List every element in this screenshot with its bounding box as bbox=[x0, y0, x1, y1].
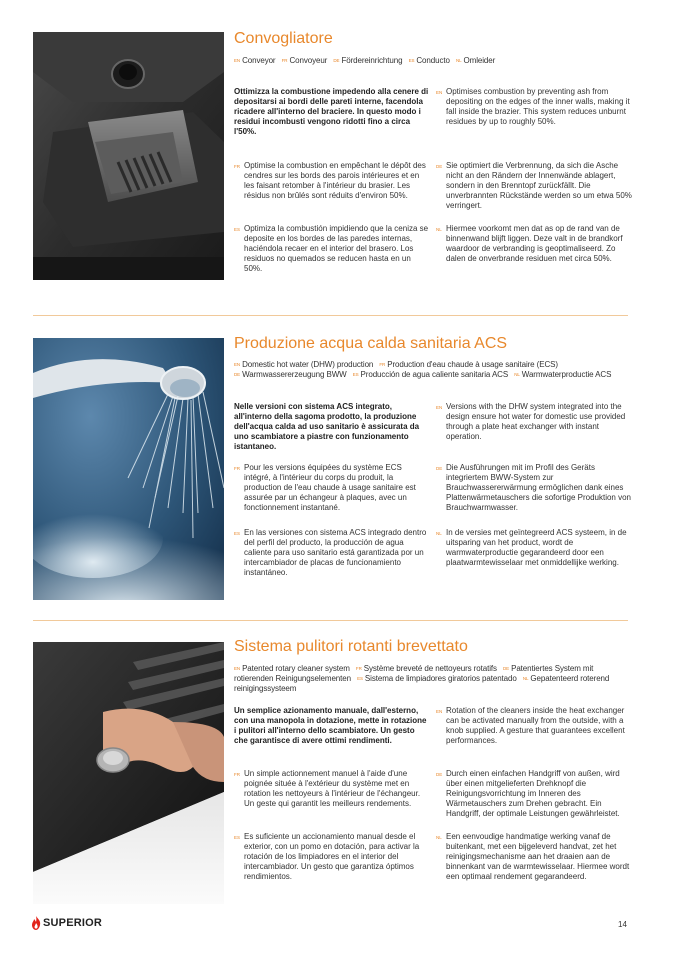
paragraph-nl: NL Een eenvoudige handmatige werking vanaf de buitenkant, met een bijgeleverd handvat, zet het reinigingsmechanisme aan het draaien aan de binnenkant van de warmtewisselaar. Hiermee wordt een optimaal rendement gegarandeerd. bbox=[436, 832, 630, 881]
paragraph-es: ES Es suficiente un accionamiento manual desde el exterior, con un pomo en dotación, para activar la rotación de los limpiadores en el interior del intercambiador. Un gesto que garantiza óptimos rendimientos. bbox=[234, 832, 420, 881]
shower-photo bbox=[33, 338, 224, 600]
conveyor-photo bbox=[33, 32, 224, 280]
paragraph-it: Un semplice azionamento manuale, dall'esterno, con una manopola in dotazione, mette in rotazione i pulitori all'interno dello scambiatore. Un gesto che garantisce di avere ottimi rendimenti. bbox=[234, 706, 427, 745]
paragraph-de: DE Durch einen einfachen Handgriff von außen, wird über einen mitgelieferten Drehknopf die Reinigungsvorrichtung im Inneren des Wärmetauschers zum Drehen gebracht. Ein Handgriff, der optimale Leistungen gewährleistet. bbox=[436, 769, 620, 818]
paragraph-de: DE Sie optimiert die Verbrennung, da sich die Asche nicht an den Rändern der Innenwände ablagert, sondern in den Brenntopf zurückfällt. Die unverbrannten Rückstände werden so um etwa 50% verringert. bbox=[436, 161, 632, 210]
section-divider bbox=[33, 620, 628, 621]
paragraph-fr: FR Un simple actionnement manuel à l'aide d'une poignée située à l'extérieur du système met en rotation les nettoyeurs à l'intérieur de l'échangeur. Un geste qui garantit les meilleurs rendements. bbox=[234, 769, 421, 808]
paragraph-es: ES En las versiones con sistema ACS integrado dentro del perfil del producto, la producción de agua caliente para uso sanitario está garantizada por un intercambiador de placas de funcionamiento instantáneo. bbox=[234, 528, 427, 577]
section-divider bbox=[33, 315, 628, 316]
brand-name: SUPERIOR bbox=[43, 917, 103, 929]
paragraph-es: ES Optimiza la combustión impidiendo que la ceniza se deposite en los bordes de las paredes internas, haciéndola recaer en el interior del brasero. Los residuos no quemados se reducen hasta en un 50%. bbox=[234, 224, 429, 273]
section-title-conveyor: Convogliatore bbox=[234, 30, 333, 47]
language-labels: $^{EN}$ Conveyor $^{FR}$ Convoyeur $^{DE}$ Fördereinrichtung $^{ES}$ Conducto $^{NL}$ Omleider bbox=[234, 56, 496, 65]
rotary-cleaner-photo bbox=[33, 642, 224, 904]
language-labels: $^{EN}$ Domestic hot water (DHW) production $^{FR}$ Production d'eau chaude à usage sanitaire (ECS) $^{DE}$ Warmwassererzeugung BWW $^{ES}$ Producción de agua caliente sanitaria ACS $^{NL}$ Warmwaterproductie ACS bbox=[234, 360, 612, 379]
language-labels: $^{EN}$ Patented rotary cleaner system $^{FR}$ Système breveté de nettoyeurs rotatifs $^{DE}$ Patentiertes System mit rotierenden Reinigungselementen $^{ES}$ Sistema de limpiadores giratorios patentado $^{NL}$ Gepatenteerd roterend reinigingssysteem bbox=[234, 664, 610, 693]
paragraph-fr: FR Optimise la combustion en empêchant le dépôt des cendres sur les bords des parois intérieures et en les faisant retomber à l'intérieur du brasier. Les résidus non brûlés sont réduits d'environ 50%. bbox=[234, 161, 426, 200]
section-title-rotary-cleaner: Sistema pulitori rotanti brevettato bbox=[234, 638, 468, 655]
section-title-dhw: Produzione acqua calda sanitaria ACS bbox=[234, 335, 508, 352]
brand-logo bbox=[31, 916, 102, 930]
paragraph-nl: NL Hiermee voorkomt men dat as op de rand van de binnenwand blijft liggen. Deze valt in de brandkorf waardoor de verbranding is geoptimaliseerd. Zo dalen de onverbrande residuen met circa 50%. bbox=[436, 224, 623, 263]
paragraph-en: EN Optimises combustion by preventing ash from depositing on the edges of the inner walls, making it fall inside the brazier. This system reduces unburnt residues by up to roughly 50%. bbox=[436, 87, 630, 126]
page-number: 14 bbox=[618, 920, 627, 929]
paragraph-en: EN Versions with the DHW system integrated into the design ensure hot water for domestic use provided through a plate heat exchanger with instant operation. bbox=[436, 402, 626, 441]
paragraph-nl: NL In de versies met geïntegreerd ACS systeem, in de uitsparing van het product, wordt de warmwaterproductie gegarandeerd door een plaatwarmtewisselaar met onmiddellijke werking. bbox=[436, 528, 627, 567]
paragraph-it: Nelle versioni con sistema ACS integrato, all'interno della sagoma prodotto, la produzione dell'acqua calda ad uso sanitario è assicurata da uno scambiatore a piastre con funzionamento istantaneo. bbox=[234, 402, 420, 451]
paragraph-de: DE Die Ausführungen mit im Profil des Geräts integriertem BWW-System zur Brauchwassererwärmung ermöglichen dank eines Plattenwärmetauschers die sofortige Produktion von Brauchwarmwasser. bbox=[436, 463, 631, 512]
paragraph-it: Ottimizza la combustione impedendo alla cenere di depositarsi ai bordi delle pareti interne, facendola ricadere all'interno del braciere. In questo modo i residui incombusti vengono ridotti fino a circa l'50%. bbox=[234, 87, 429, 136]
paragraph-fr: FR Pour les versions équipées du système ECS intégré, à l'intérieur du corps du produit, la production de l'eau chaude à usage sanitaire est assurée par un échangeur à plaques, avec un fonctionnement instantané. bbox=[234, 463, 416, 512]
flame-icon bbox=[31, 916, 41, 930]
paragraph-en: EN Rotation of the cleaners inside the heat exchanger can be activated manually from the outside, with a knob supplied. A gesture that guarantees excellent performances. bbox=[436, 706, 625, 745]
